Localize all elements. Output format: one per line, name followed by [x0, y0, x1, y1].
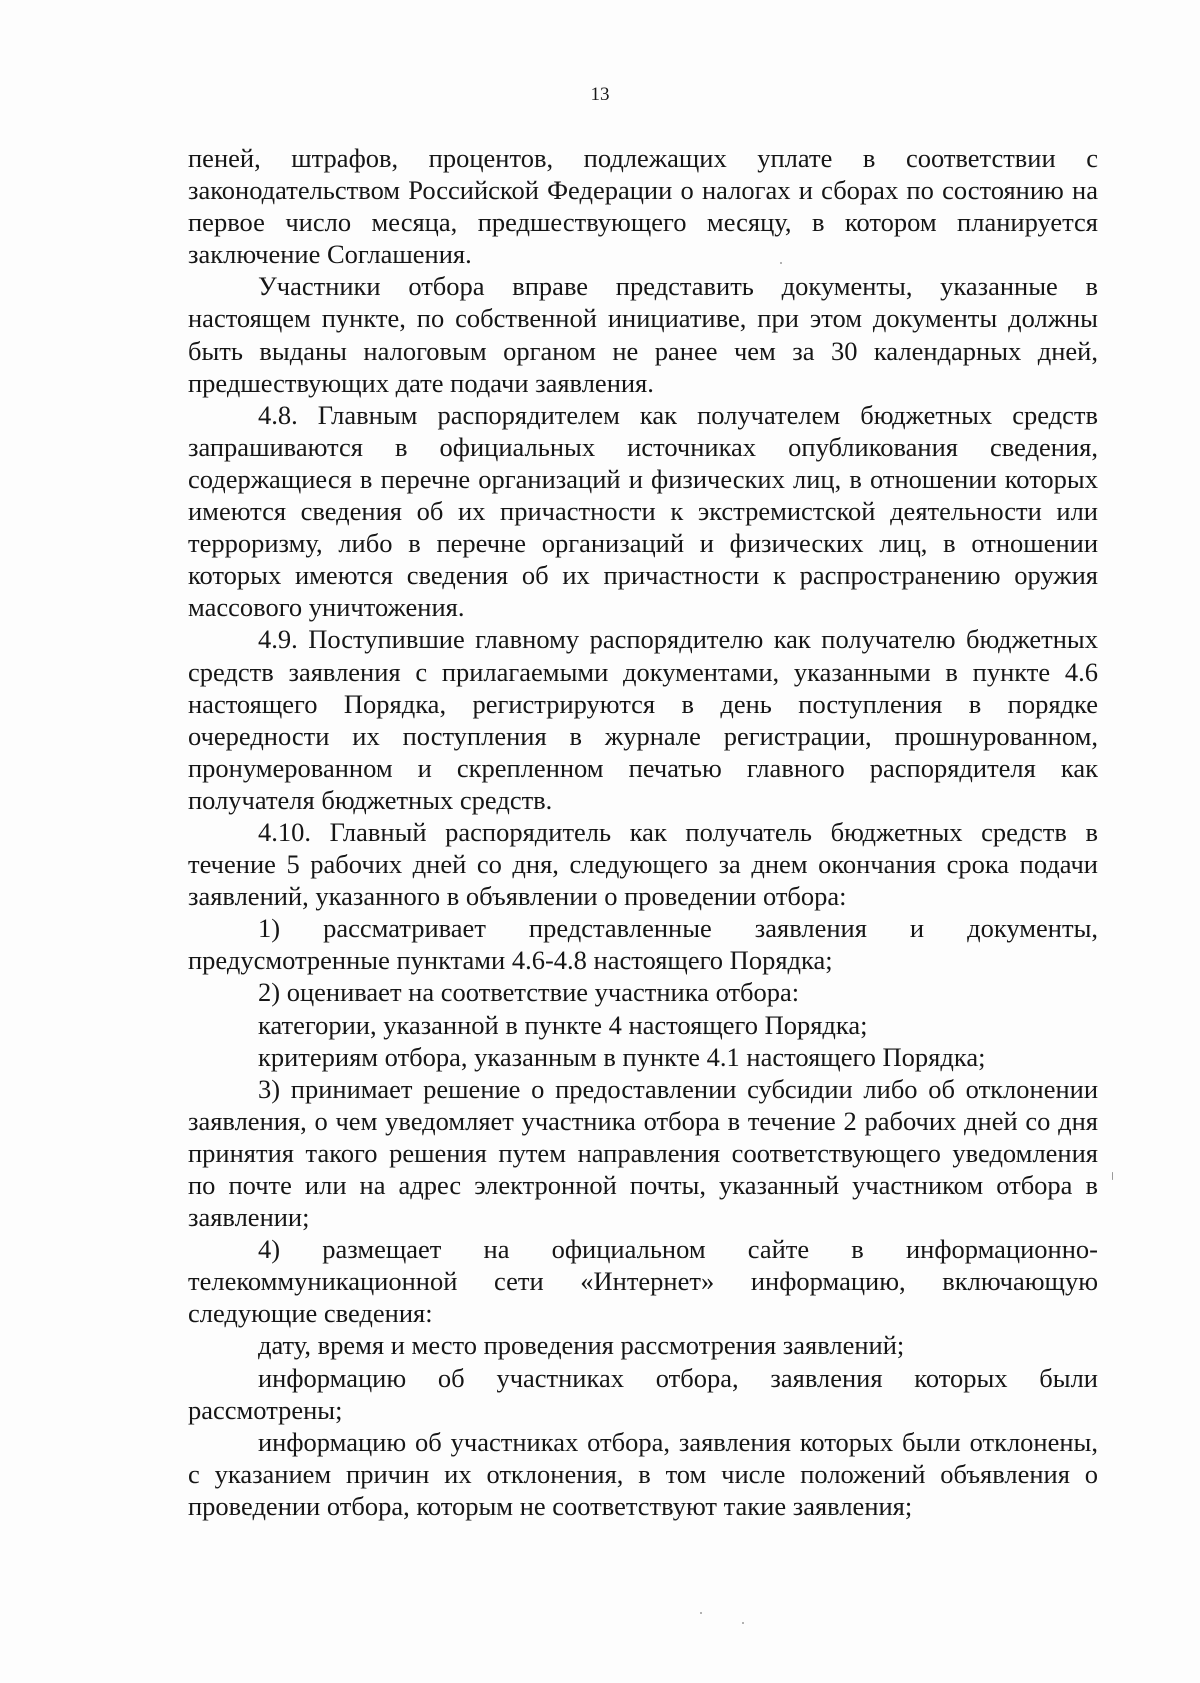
scan-speck — [742, 1622, 744, 1624]
list-subitem-criteria: критериям отбора, указанным в пункте 4.1 настоящего Порядка; — [258, 1041, 986, 1072]
list-subitem-reviewed: информацию об участниках отбора, заявления которых были рассмотрены; — [188, 1362, 1098, 1425]
scan-speck — [1112, 1172, 1113, 1180]
paragraph-participants-right: Участники отбора вправе представить документы, указанные в настоящем пункте, по собственной инициативе, при этом документы должны быть выданы налоговым органом не ранее чем за 30 календарных дней, предшествующих дате подачи заявления. — [188, 271, 1098, 398]
list-item-1: 1) рассматривает представленные заявления и документы, предусмотренные пунктами 4.6-4.8 настоящего Порядка; — [188, 913, 1098, 976]
paragraph-4-9: 4.9. Поступившие главному распорядителю как получателю бюджетных средств заявления с прилагаемыми документами, указанными в пункте 4.6 настоящего Порядка, регистрируются в день поступления в порядке очередности их поступления в журнале регистрации, прошнурованном, пронумерованном и скрепленном печатью главного распорядителя как получателя бюджетных средств. — [188, 624, 1098, 815]
page-number: 13 — [590, 84, 610, 105]
list-item-2: 2) оценивает на соответствие участника отбора: — [258, 977, 800, 1008]
list-subitem-category: категории, указанной в пункте 4 настоящего Порядка; — [258, 1009, 868, 1040]
paragraph-continuation: пеней, штрафов, процентов, подлежащих уплате в соответствии с законодательством Российской Федерации о налогах и сборах по состоянию на первое число месяца, предшествующего месяцу, в котором планируется заключение Соглашения. — [188, 143, 1098, 270]
scan-speck — [700, 1612, 702, 1614]
list-subitem-date-time-place: дату, время и место проведения рассмотрения заявлений; — [258, 1330, 905, 1361]
paragraph-4-8: 4.8. Главным распорядителем как получателем бюджетных средств запрашиваются в официальных источниках опубликования сведения, содержащиеся в перечне организаций и физических лиц, в отношении которых имеются сведения об их причастности к экстремистской деятельности или терроризму, либо в перечне организаций и физических лиц, в отношении которых имеются сведения об их причастности к распространению оружия массового уничтожения. — [188, 399, 1098, 623]
list-item-4: 4) размещает на официальном сайте в информационно-телекоммуникационной сети «Интернет» информацию, включающую следующие сведения: — [188, 1234, 1098, 1329]
document-body — [188, 142, 1098, 1522]
list-item-3: 3) принимает решение о предоставлении субсидии либо об отклонении заявления, о чем уведомляет участника отбора в течение 2 рабочих дней со дня принятия такого решения путем направления соответствующего уведомления по почте или на адрес электронной почты, указанный участником отбора в заявлении; — [188, 1073, 1098, 1233]
list-subitem-rejected: информацию об участниках отбора, заявления которых были отклонены, с указанием причин их отклонения, в том числе положений объявления о проведении отбора, которым не соответствуют такие заявления; — [188, 1426, 1098, 1521]
paragraph-4-10: 4.10. Главный распорядитель как получатель бюджетных средств в течение 5 рабочих дней со дня, следующего за днем окончания срока подачи заявлений, указанного в объявлении о проведении отбора: — [188, 816, 1098, 912]
scan-speck — [780, 262, 782, 264]
